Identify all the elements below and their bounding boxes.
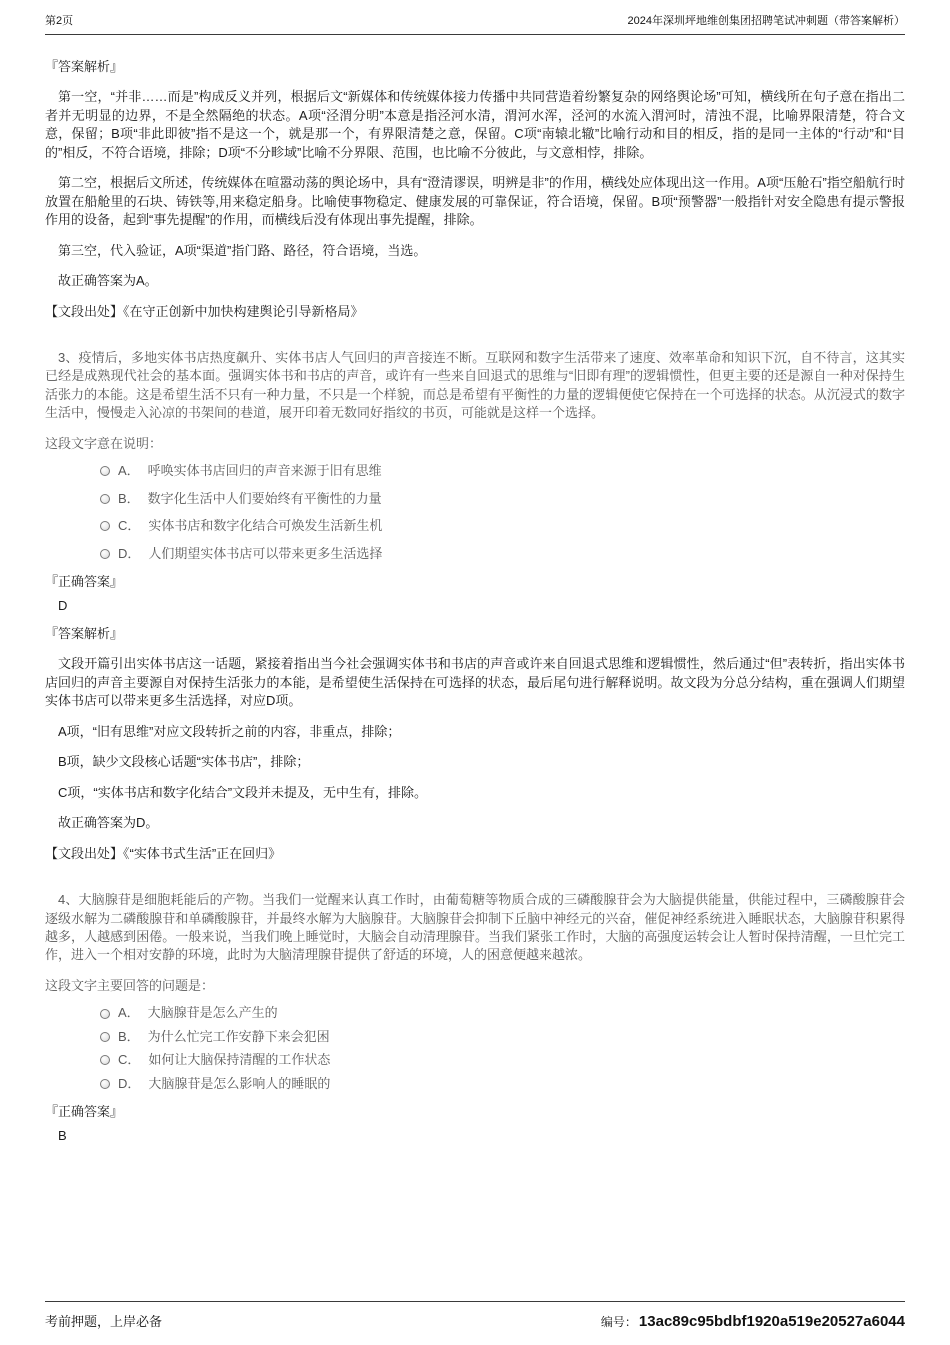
radio-icon[interactable] (100, 1032, 110, 1042)
analysis-paragraph: 第一空，“并非……而是”构成反义并列，根据后文“新媒体和传统媒体接力传播中共同营造着纷繁复杂的网络舆论场”可知，横线所在句子意在指出二者并无明显的边界，不是全然隔绝的状态。A项“泾渭分明”本意是指泾河水清，渭河水浑，泾河的水流入渭河时，清浊不混，比喻界限清楚，符合文意，保留；B项“非此即彼”指不是这一个，就是那一个，有界限清楚之意，保留。C项“南辕北辙”比喻行动和目的相反，指的是同一主体的“行动”和“目的”相反，不符合语境，排除；D项“不分畛域”比喻不分界限、范围，也比喻不分彼此，与文意相悖，排除。 (45, 89, 905, 160)
analysis-paragraph: 第三空，代入验证，A项“渠道”指门路、路径，符合语境，当选。 (58, 242, 427, 258)
question-3 (45, 349, 905, 863)
options-list (45, 462, 905, 563)
option-label: B． (118, 490, 140, 506)
document-title: 2024年深圳坪地维创集团招聘笔试冲刺题（带答案解析） (627, 15, 905, 27)
radio-icon[interactable] (100, 549, 110, 559)
question-stem: 3、疫情后，多地实体书店热度飙升、实体书店人气回归的声音接连不断。互联网和数字生活带来了速度、效率革命和知识下沉，自不待言，这其实已经是成熟现代社会的基本面。强调实体书和书店的声音，或许有一些来自回退式的思维与“旧即有理”的逻辑惯性，但更主要的还是源自一种对保持生活张力的本能。这是希望生活不只有一种力量，不只是一个样貌，而总是希望有平衡性的力量的逻辑便使它保持在一个可选择的状态。从沉浸式的数字生活中，慢慢走入沁凉的书架间的巷道，展开印着无数同好指纹的书页，可能就是这样一个选择。 (45, 349, 905, 421)
option-label: D． (118, 545, 141, 561)
option-label: A． (118, 1005, 140, 1021)
correct-answer-heading: 『正确答案』 (45, 574, 124, 590)
radio-icon[interactable] (100, 466, 110, 476)
analysis-paragraph: A项，“旧有思维”对应文段转折之前的内容，非重点，排除； (58, 723, 401, 739)
option-label: C． (118, 1052, 141, 1068)
question-prompt: 这段文字主要回答的问题是： (45, 977, 215, 993)
analysis-conclusion: 故正确答案为D。 (58, 815, 159, 831)
option-c[interactable] (100, 1051, 905, 1069)
option-a[interactable] (100, 462, 905, 480)
analysis-heading: 『答案解析』 (45, 59, 124, 74)
option-text: 实体书店和数字化结合可焕发生活新生机 (148, 518, 383, 534)
footer-serial (601, 1313, 905, 1330)
option-text: 呼唤实体书店回归的声音来源于旧有思维 (147, 463, 382, 479)
analysis-heading: 『答案解析』 (45, 625, 124, 641)
radio-icon[interactable] (100, 1009, 110, 1019)
page-footer (45, 1301, 905, 1330)
correct-answer-heading: 『正确答案』 (45, 1104, 124, 1120)
option-text: 数字化生活中人们要始终有平衡性的力量 (147, 490, 382, 506)
question-stem: 4、大脑腺苷是细胞耗能后的产物。当我们一觉醒来认真工作时，由葡萄糖等物质合成的三磷酸腺苷会为大脑提供能量，供能过程中，三磷酸腺苷会逐级水解为二磷酸腺苷和单磷酸腺苷，并最终水解为大脑腺苷。大脑腺苷会抑制下丘脑中神经元的兴奋，催促神经系统进入睡眠状态，大脑腺苷积累得越多，人越感到困倦。一般来说，当我们晚上睡觉时，大脑会自动清理腺苷。当我们紧张工作时，大脑的高强度运转会让人暂时保持清醒，一旦忙完工作，进入一个相对安静的环境，此时为大脑清理腺苷提供了舒适的环境，人的困意便越来越浓。 (45, 892, 905, 963)
analysis-paragraph: B项，缺少文段核心话题“实体书店”，排除； (58, 754, 310, 770)
passage-source: 【文段出处】《“实体书式生活”正在回归》 (45, 845, 282, 861)
option-text: 大脑腺苷是怎么产生的 (147, 1005, 278, 1021)
analysis-paragraph: C项，“实体书店和数字化结合”文段并未提及，无中生有，排除。 (58, 784, 428, 800)
option-label: B． (118, 1028, 140, 1044)
question-prompt: 这段文字意在说明： (45, 435, 163, 451)
radio-icon[interactable] (100, 1079, 110, 1089)
option-b[interactable] (100, 490, 905, 508)
question-4 (45, 891, 905, 1145)
serial-label: 编号： (600, 1315, 637, 1329)
radio-icon[interactable] (100, 521, 110, 531)
option-text: 为什么忙完工作安静下来会犯困 (147, 1028, 330, 1044)
correct-answer: D (58, 597, 68, 613)
option-text: 大脑腺苷是怎么影响人的睡眠的 (148, 1075, 331, 1091)
option-a[interactable] (100, 1004, 905, 1022)
option-text: 如何让大脑保持清醒的工作状态 (148, 1052, 331, 1068)
analysis-conclusion: 故正确答案为A。 (58, 273, 158, 289)
option-label: C． (118, 518, 141, 534)
answer-analysis-q2-section (45, 58, 905, 321)
option-label: D． (118, 1075, 141, 1091)
page-body (45, 46, 905, 1145)
option-text: 人们期望实体书店可以带来更多生活选择 (148, 545, 383, 561)
radio-icon[interactable] (100, 494, 110, 504)
option-label: A． (118, 463, 140, 479)
option-d[interactable] (100, 545, 905, 563)
serial-code: 13ac89c95bdbf1920a519e20527a6044 (638, 1313, 905, 1330)
passage-source: 【文段出处】《在守正创新中加快构建舆论引导新格局》 (45, 303, 364, 319)
correct-answer: B (58, 1127, 67, 1143)
page-number: 第2页 (45, 15, 74, 27)
analysis-paragraph: 文段开篇引出实体书店这一话题，紧接着指出当今社会强调实体书和书店的声音或许来自回退式思维和逻辑惯性，然后通过“但”表转折，指出实体书店回归的声音主要源自对保持生活张力的本能，是希望使生活保持在可选择的状态，最后尾句进行解释说明。故文段为分总分结构，重在强调人们期望实体书店可以带来更多生活选择，对应D项。 (45, 656, 905, 709)
footer-slogan: 考前押题，上岸必备 (45, 1314, 163, 1329)
option-c[interactable] (100, 517, 905, 535)
page-header (45, 12, 905, 35)
analysis-paragraph: 第二空，根据后文所述，传统媒体在喧嚣动荡的舆论场中，具有“澄清谬误，明辨是非”的作用，横线处应体现出这一作用。A项“压舱石”指空船航行时放置在船舱里的石块、铸铁等,用来稳定船身。比喻使事物稳定、健康发展的可靠保证，符合语境，保留。B项“预警器”一般指针对安全隐患有提示警报作用的设备，起到“事先提醒”的作用，而横线后没有体现出事先提醒，排除。 (45, 175, 905, 228)
option-d[interactable] (100, 1075, 905, 1093)
option-b[interactable] (100, 1028, 905, 1046)
radio-icon[interactable] (100, 1055, 110, 1065)
options-list (45, 1004, 905, 1093)
